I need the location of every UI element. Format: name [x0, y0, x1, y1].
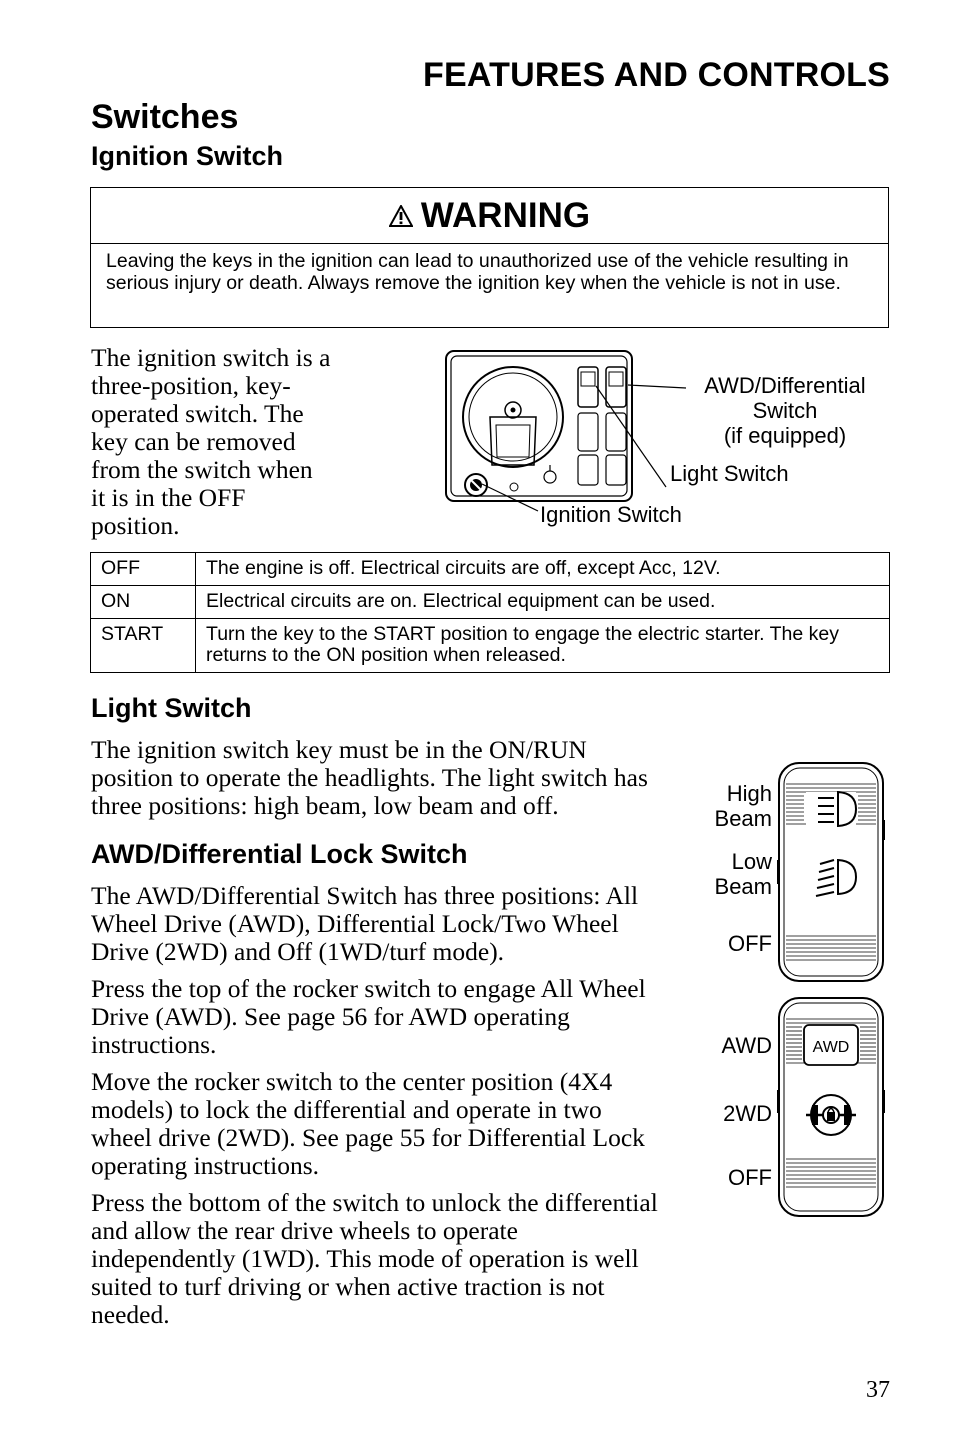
table-row: [91, 553, 890, 586]
ignition-key-shape: [465, 474, 487, 496]
awd-rocker-switch: [776, 995, 886, 1219]
light-rocker-switch: [776, 760, 886, 984]
label-light-off: OFF: [728, 931, 772, 956]
heading-awd-switch: AWD/Differential Lock Switch: [91, 839, 468, 869]
ignition-dash-diagram: [440, 345, 640, 515]
heading-ignition-switch: Ignition Switch: [91, 141, 283, 171]
table-row: [91, 619, 890, 673]
label-awd-off: OFF: [728, 1165, 772, 1190]
position-desc: Turn the key to the START position to engage the electric starter. The key returns to the ON position when released.: [196, 619, 890, 673]
position-key: ON: [91, 586, 196, 619]
label-awd-line1: AWD/Differential: [704, 373, 866, 398]
heading-light-switch: Light Switch: [91, 693, 252, 723]
label-2wd: 2WD: [723, 1101, 772, 1126]
awd-paragraph: Press the bottom of the switch to unlock the differential and allow the rear drive wheels to operate independently (1WD). This mode of operation is well suited to turf driving or when active traction is not needed.: [91, 1188, 658, 1329]
label-high-beam: [682, 781, 772, 831]
warning-triangle-icon: [389, 205, 413, 227]
label-beam: Beam: [714, 874, 772, 899]
label-awd: AWD: [721, 1033, 772, 1058]
awd-badge-text: AWD: [812, 1039, 850, 1056]
position-key: START: [91, 619, 196, 673]
warning-header: [91, 188, 888, 244]
ignition-paragraph: The ignition switch is a three-position, key-operated switch. The key can be removed from the switch when it is in the OFF position.: [91, 343, 331, 540]
label-high: High: [726, 781, 772, 806]
light-paragraph: The ignition switch key must be in the ON/RUN position to operate the headlights. The light switch has three positions: high beam, low beam and off.: [91, 735, 648, 820]
page-number: 37: [866, 1377, 890, 1403]
awd-switch-shape: [578, 367, 598, 407]
label-ignition-switch: Ignition Switch: [540, 502, 682, 527]
heading-switches: Switches: [91, 98, 239, 136]
differential-lock-icon: [806, 1095, 856, 1135]
warning-title: WARNING: [420, 195, 591, 235]
low-beam-icon: [816, 860, 856, 896]
position-desc: The engine is off. Electrical circuits are off, except Acc, 12V.: [196, 553, 890, 586]
label-awd-line2: Switch: [752, 398, 818, 423]
awd-paragraph: The AWD/Differential Switch has three positions: All Wheel Drive (AWD), Differential Lock/Two Wheel Drive (2WD) and Off (1WD/turf mode).: [91, 881, 639, 966]
awd-paragraph: Press the top of the rocker switch to engage All Wheel Drive (AWD). See page 56 for AWD operating instructions.: [91, 974, 646, 1059]
light-switch-shape: [606, 367, 626, 407]
warning-box: [90, 187, 889, 328]
label-low: Low: [731, 849, 772, 874]
position-desc: Electrical circuits are on. Electrical equipment can be used.: [196, 586, 890, 619]
label-awd-line3: (if equipped): [723, 423, 847, 448]
label-light-switch: Light Switch: [670, 461, 789, 486]
ignition-positions-table: [90, 552, 890, 673]
label-awd-differential-switch: [688, 373, 882, 448]
table-row: [91, 586, 890, 619]
awd-paragraphs: [91, 882, 661, 1338]
awd-paragraph: Move the rocker switch to the center position (4X4 models) to lock the differential and operate in two wheel drive (2WD). See page 55 for Differential Lock operating instructions.: [91, 1067, 645, 1180]
position-key: OFF: [91, 553, 196, 586]
section-header: FEATURES AND CONTROLS: [423, 56, 890, 94]
label-low-beam: [682, 849, 772, 899]
warning-text: Leaving the keys in the ignition can lead to unauthorized use of the vehicle resulting in serious injury or death. Always remove the ignition key when the vehicle is not in use.: [106, 250, 849, 294]
label-beam: Beam: [714, 806, 772, 831]
